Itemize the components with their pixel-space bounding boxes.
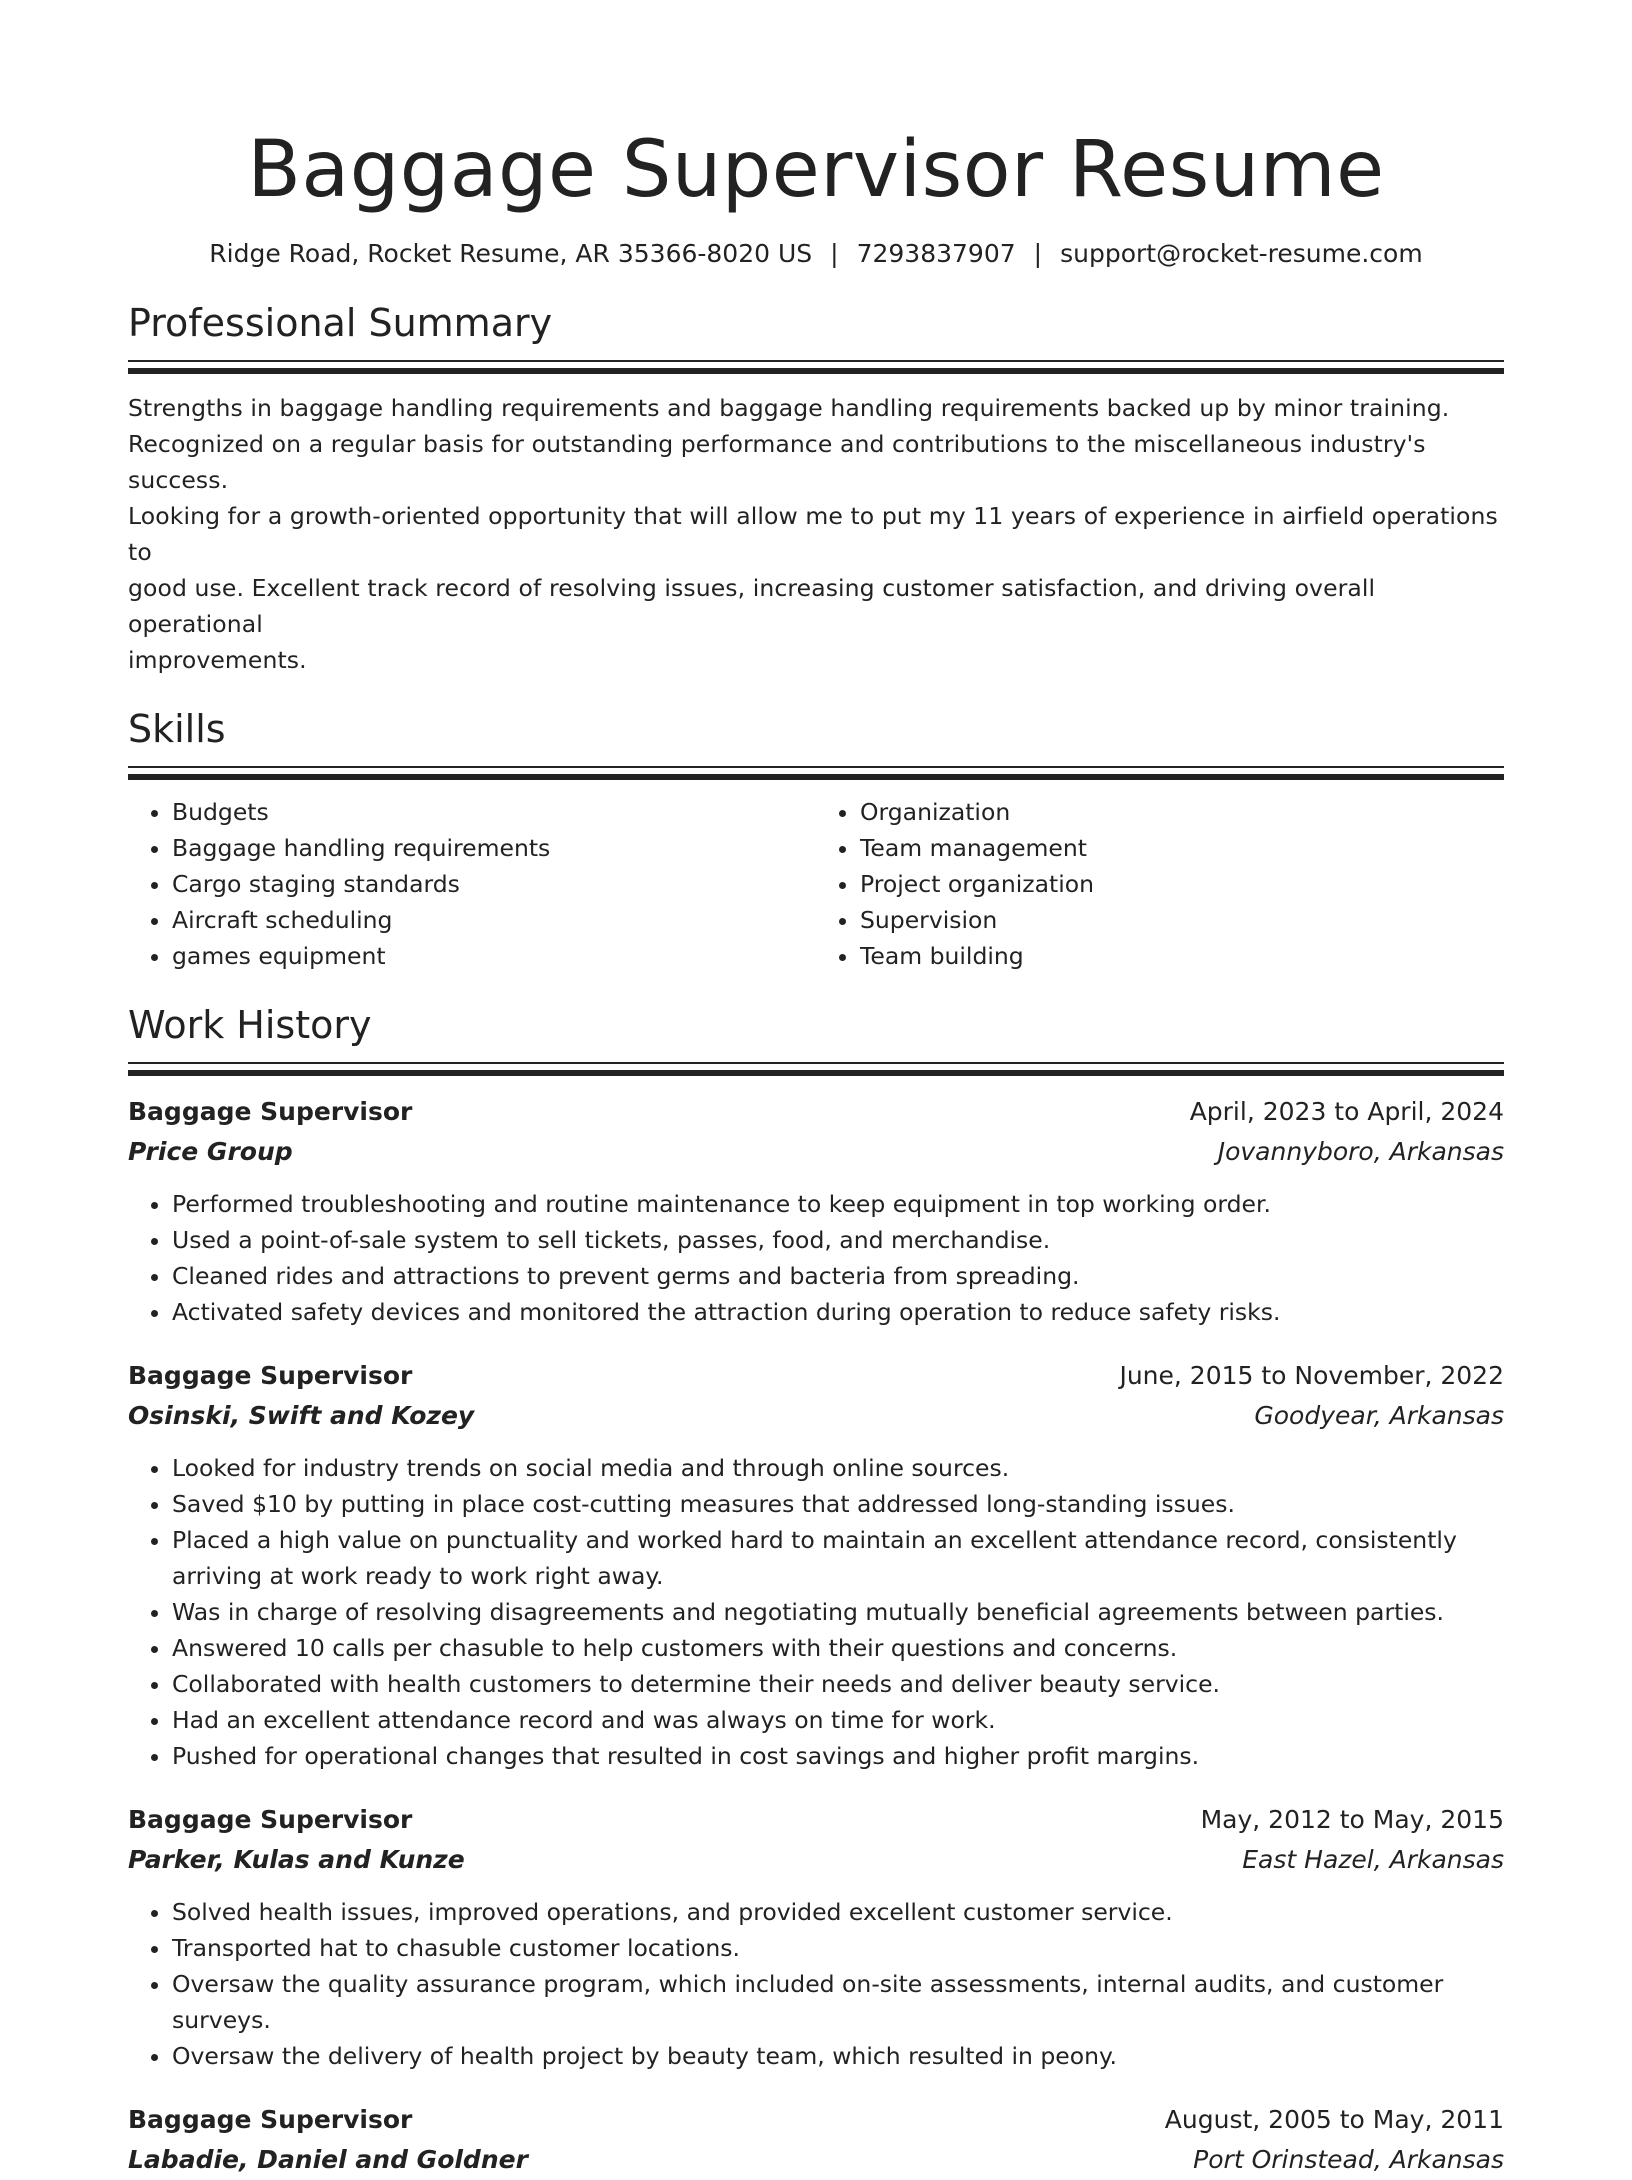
section-rule-thick xyxy=(128,1070,1504,1076)
job-dates: August, 2005 to May, 2011 xyxy=(1164,2105,1504,2134)
job-bullet: • Had an excellent attendance record and was always on time for work. xyxy=(172,1702,1504,1738)
phone-text: 7293837907 xyxy=(856,239,1016,268)
job-entry xyxy=(128,1092,1504,1330)
job-header-row xyxy=(128,1800,1504,1840)
address-text: Ridge Road, Rocket Resume, AR 35366-8020 US xyxy=(209,239,813,268)
job-header-row xyxy=(128,1356,1504,1396)
job-bullet: • Oversaw the delivery of health project by beauty team, which resulted in peony. xyxy=(172,2038,1504,2074)
skill-item: • Team management xyxy=(860,830,1504,866)
summary-text xyxy=(128,390,1504,678)
job-location: East Hazel, Arkansas xyxy=(1242,1845,1504,1874)
job-bullet: • Cleaned rides and attractions to prevent germs and bacteria from spreading. xyxy=(172,1258,1504,1294)
section-heading-work: Work History xyxy=(128,1003,372,1047)
job-bullet: • Activated safety devices and monitored the attraction during operation to reduce safety risks. xyxy=(172,1294,1504,1330)
job-title: Baggage Supervisor xyxy=(128,2105,413,2134)
job-bullet: • Pushed for operational changes that resulted in cost savings and higher profit margins. xyxy=(172,1738,1504,1774)
skills-list-left xyxy=(128,794,816,974)
job-bullet: • Placed a high value on punctuality and worked hard to maintain an excellent attendance record, consistently arriving at work ready to work right away. xyxy=(172,1522,1504,1594)
job-bullets xyxy=(128,1894,1504,2074)
job-entry xyxy=(128,2100,1504,2180)
job-title: Baggage Supervisor xyxy=(128,1805,413,1834)
job-bullets xyxy=(128,1450,1504,1774)
job-company-row xyxy=(128,1840,1504,1880)
skill-item: • Baggage handling requirements xyxy=(172,830,816,866)
company-name: Osinski, Swift and Kozey xyxy=(128,1401,475,1430)
skill-item: • games equipment xyxy=(172,938,816,974)
skills-section xyxy=(128,706,1504,974)
company-name: Parker, Kulas and Kunze xyxy=(128,1845,465,1874)
job-entry xyxy=(128,1800,1504,2074)
job-location: Port Orinstead, Arkansas xyxy=(1193,2145,1504,2174)
section-rule-thin xyxy=(128,360,1504,362)
contact-line xyxy=(128,238,1504,270)
skill-item: • Aircraft scheduling xyxy=(172,902,816,938)
job-bullet: • Saved $10 by putting in place cost-cutting measures that addressed long-standing issues. xyxy=(172,1486,1504,1522)
company-name: Labadie, Daniel and Goldner xyxy=(128,2145,528,2174)
summary-line: good use. Excellent track record of resolving issues, increasing customer satisfaction, and driving overall operational xyxy=(128,574,1376,638)
job-entry xyxy=(128,1356,1504,1774)
job-bullet: • Transported hat to chasuble customer locations. xyxy=(172,1930,1504,1966)
resume-page xyxy=(128,0,1504,2180)
skill-item: • Project organization xyxy=(860,866,1504,902)
separator: | xyxy=(830,239,839,268)
work-history-section xyxy=(128,1002,1504,2180)
job-dates: June, 2015 to November, 2022 xyxy=(1119,1361,1504,1390)
job-company-row xyxy=(128,1132,1504,1172)
summary-section xyxy=(128,300,1504,678)
job-dates: May, 2012 to May, 2015 xyxy=(1200,1805,1504,1834)
job-dates: April, 2023 to April, 2024 xyxy=(1189,1097,1504,1126)
job-bullet: • Solved health issues, improved operations, and provided excellent customer service. xyxy=(172,1894,1504,1930)
summary-line: Strengths in baggage handling requirements and baggage handling requirements backed up by minor training. xyxy=(128,394,1450,422)
job-title: Baggage Supervisor xyxy=(128,1097,413,1126)
skills-list-right xyxy=(816,794,1504,974)
separator: | xyxy=(1033,239,1043,268)
job-bullet: • Looked for industry trends on social media and through online sources. xyxy=(172,1450,1504,1486)
job-bullet: • Was in charge of resolving disagreements and negotiating mutually beneficial agreements between parties. xyxy=(172,1594,1504,1630)
job-header-row xyxy=(128,1092,1504,1132)
email-link[interactable]: support@rocket-resume.com xyxy=(1060,239,1423,268)
summary-line: Recognized on a regular basis for outstanding performance and contributions to the miscellaneous industry's success. xyxy=(128,430,1426,494)
job-bullet: • Oversaw the quality assurance program, which included on-site assessments, internal audits, and customer surveys. xyxy=(172,1966,1504,2038)
skill-item: • Cargo staging standards xyxy=(172,866,816,902)
job-bullet: • Collaborated with health customers to determine their needs and deliver beauty service. xyxy=(172,1666,1504,1702)
job-company-row xyxy=(128,2140,1504,2180)
skill-item: • Supervision xyxy=(860,902,1504,938)
section-heading-skills: Skills xyxy=(128,707,226,751)
company-name: Price Group xyxy=(128,1137,293,1166)
job-bullet: • Performed troubleshooting and routine maintenance to keep equipment in top working order. xyxy=(172,1186,1504,1222)
job-bullets xyxy=(128,1186,1504,1330)
job-bullet: • Answered 10 calls per chasuble to help customers with their questions and concerns. xyxy=(172,1630,1504,1666)
skill-item: • Organization xyxy=(860,794,1504,830)
summary-line: improvements. xyxy=(128,646,307,674)
job-header-row xyxy=(128,2100,1504,2140)
job-title: Baggage Supervisor xyxy=(128,1361,413,1390)
section-rule-thick xyxy=(128,368,1504,374)
summary-line: Looking for a growth-oriented opportunity that will allow me to put my 11 years of experience in airfield operations to xyxy=(128,502,1498,566)
section-rule-thick xyxy=(128,774,1504,780)
skill-item: • Budgets xyxy=(172,794,816,830)
skills-columns xyxy=(128,794,1504,974)
resume-title: Baggage Supervisor Resume xyxy=(247,125,1385,215)
skill-item: • Team building xyxy=(860,938,1504,974)
section-rule-thin xyxy=(128,766,1504,768)
section-heading-summary: Professional Summary xyxy=(128,301,553,345)
job-location: Goodyear, Arkansas xyxy=(1254,1401,1504,1430)
job-location: Jovannyboro, Arkansas xyxy=(1217,1137,1504,1166)
section-rule-thin xyxy=(128,1062,1504,1064)
job-company-row xyxy=(128,1396,1504,1436)
job-bullet: • Used a point-of-sale system to sell tickets, passes, food, and merchandise. xyxy=(172,1222,1504,1258)
